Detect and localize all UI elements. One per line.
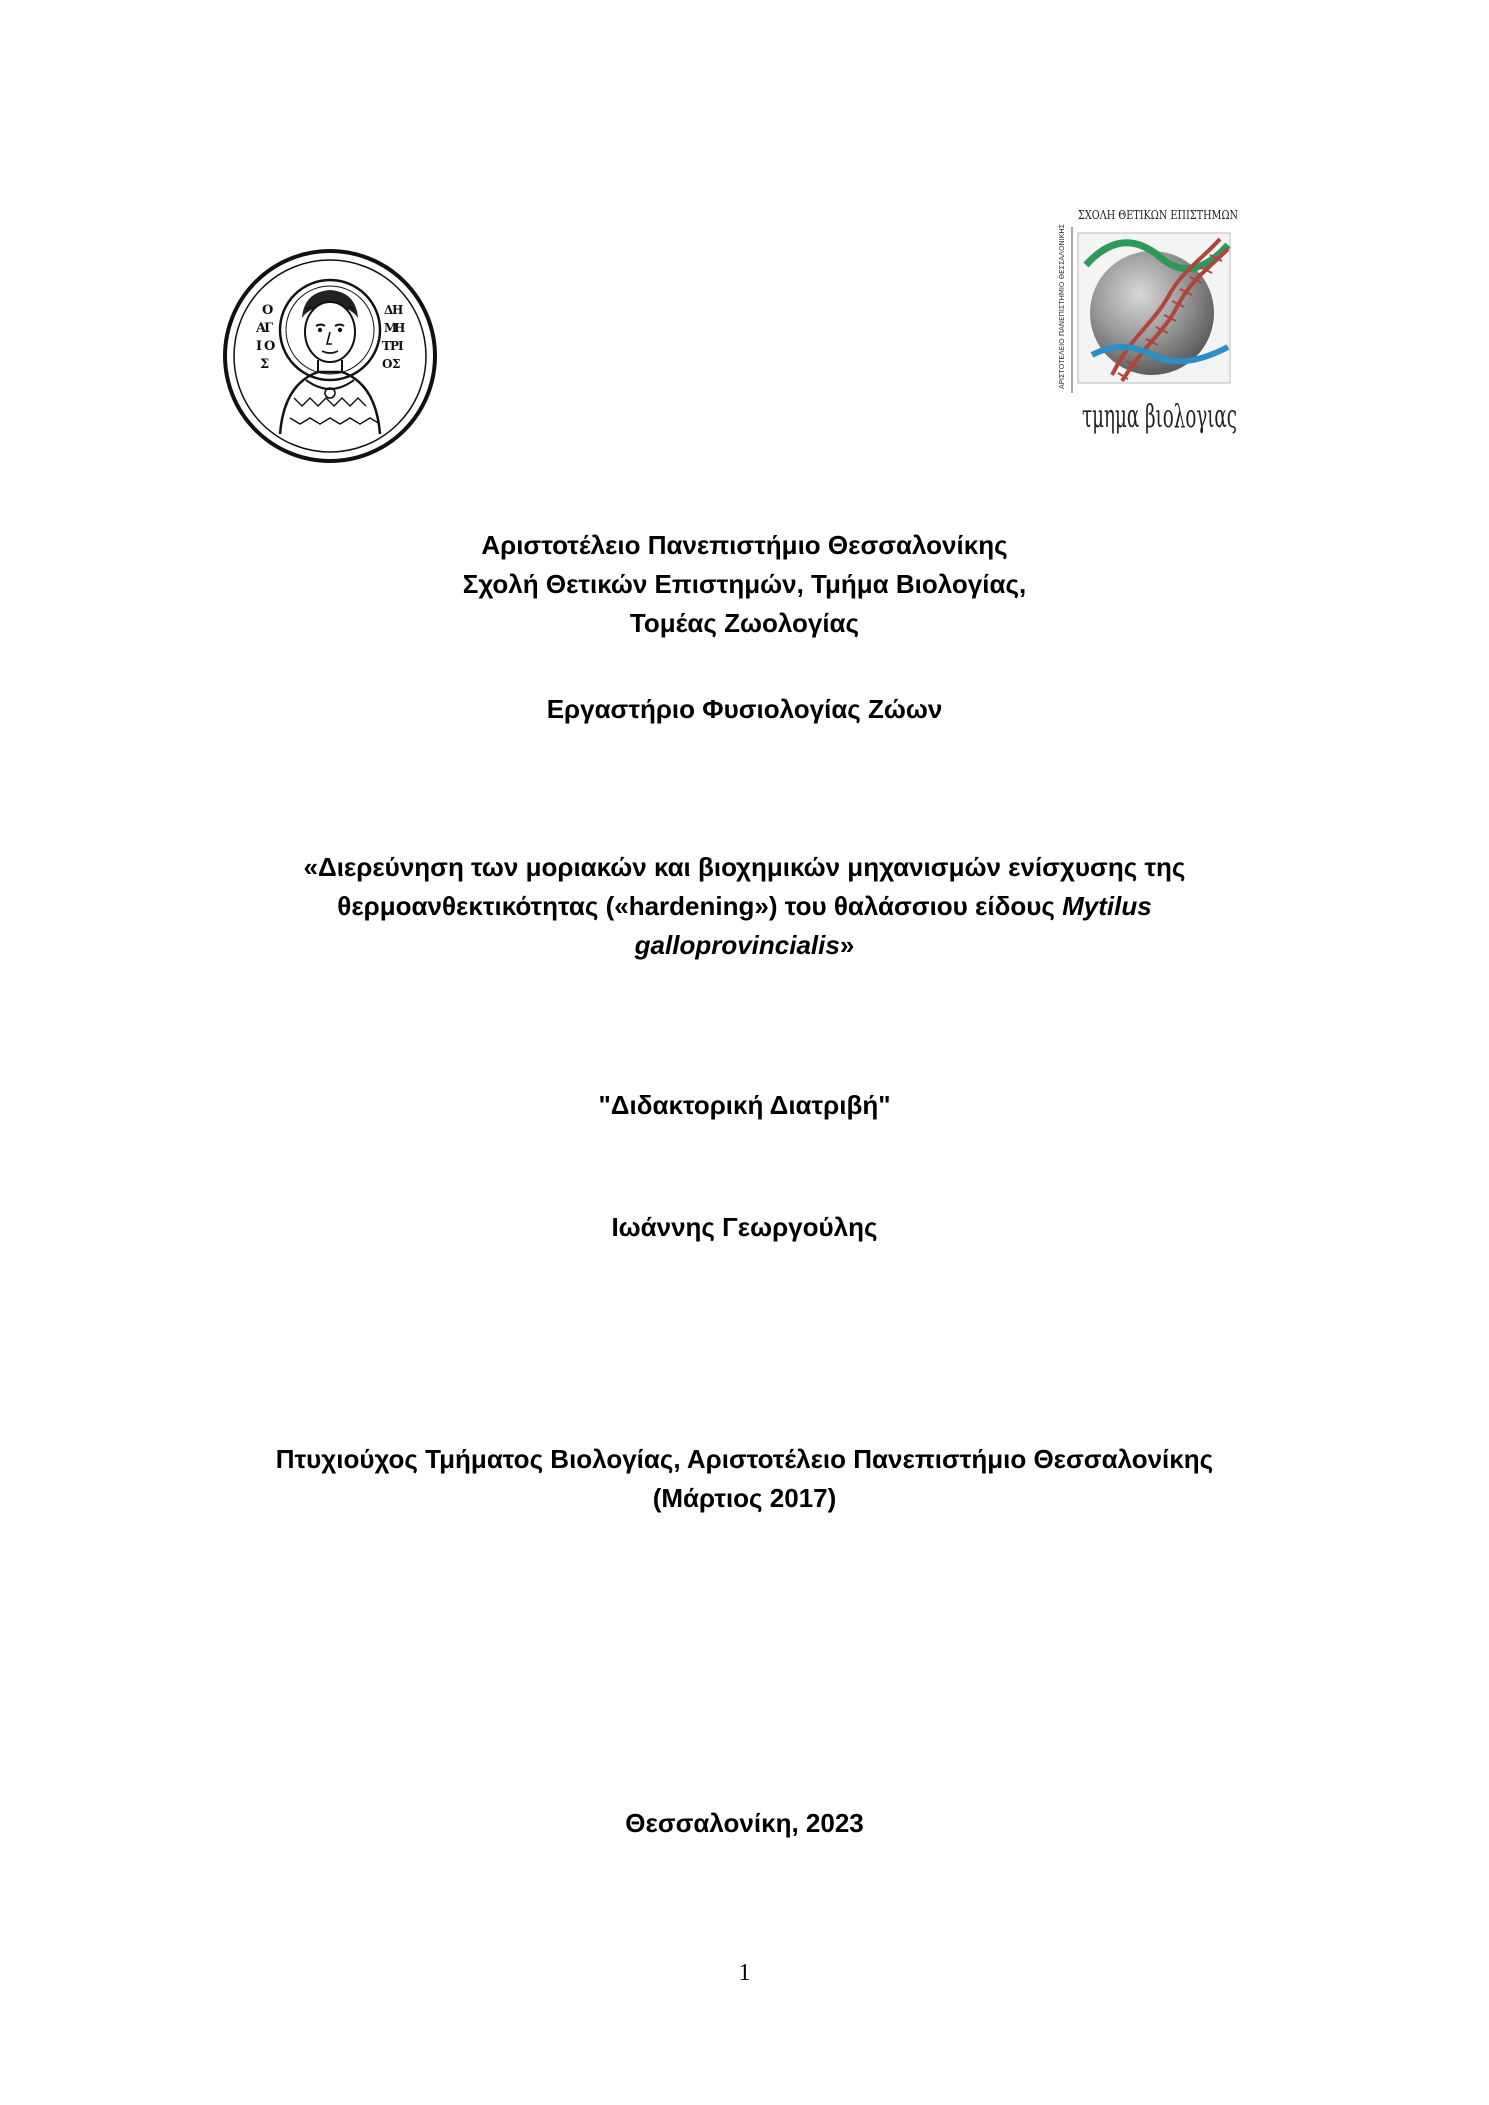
title-line-1: «Διερεύνηση των μοριακών και βιοχημικών μηχανισμών ενίσχυσης της (303, 852, 1186, 882)
university-seal-icon (222, 248, 438, 464)
bio-logo-side-text: ΑΡΙΣΤΟΤΕΛΕΙΟ ΠΑΝΕΠΙΣΤΗΜΙΟ ΘΕΣΣΑΛΟΝΙΚΗΣ (1058, 223, 1066, 389)
title-line-2 (0, 887, 1489, 926)
sector-name: Τομέας Ζωολογίας (629, 608, 860, 638)
author-label: Ιωάννης Γεωργούλης (611, 1212, 878, 1242)
biology-department-dna-logo-icon (1052, 205, 1247, 435)
seal-inscription-left: Ο ΑΓ Ι Ο Σ (256, 303, 276, 372)
place-year (0, 1804, 1489, 1843)
document-type-label: "Διδακτορική Διατριβή" (598, 1090, 891, 1120)
institution-header (0, 526, 1489, 643)
thesis-title (0, 848, 1489, 965)
author-name (0, 1208, 1489, 1247)
species-epithet: galloprovincialis (634, 930, 840, 960)
place-year-label: Θεσσαλονίκη, 2023 (625, 1808, 864, 1838)
bio-logo-top-text: ΣΧΟΛΗ ΘΕΤΙΚΩΝ ΕΠΙΣΤΗΜΩΝ (1078, 208, 1238, 222)
laboratory-label: Εργαστήριο Φυσιολογίας Ζώων (546, 694, 943, 724)
species-genus: Mytilus (1062, 891, 1152, 921)
bio-logo-bottom-text: τμημα βιολογιας (1082, 397, 1237, 435)
document-type (0, 1086, 1489, 1125)
title-line-3 (0, 926, 1489, 965)
title-closing-quote: » (839, 930, 855, 960)
school-department: Σχολή Θετικών Επιστημών, Τμήμα Βιολογίας, (462, 569, 1027, 599)
page-number: 1 (738, 1960, 751, 1986)
degree-date: (Μάρτιος 2017) (652, 1483, 837, 1513)
degree-line: Πτυχιούχος Τμήματος Βιολογίας, Αριστοτέλειο Πανεπιστήμιο Θεσσαλονίκης (275, 1444, 1214, 1474)
university-name: Αριστοτέλειο Πανεπιστήμιο Θεσσαλονίκης (481, 530, 1008, 560)
title-line-2-text: θερμοανθεκτικότητας («hardening») του θαλάσσιου είδους (337, 891, 1063, 921)
laboratory-name (0, 690, 1489, 729)
seal-inscription-right: ΔΗ ΜΗ ΤΡΙ ΟΣ (382, 303, 406, 371)
author-credentials (0, 1440, 1489, 1518)
